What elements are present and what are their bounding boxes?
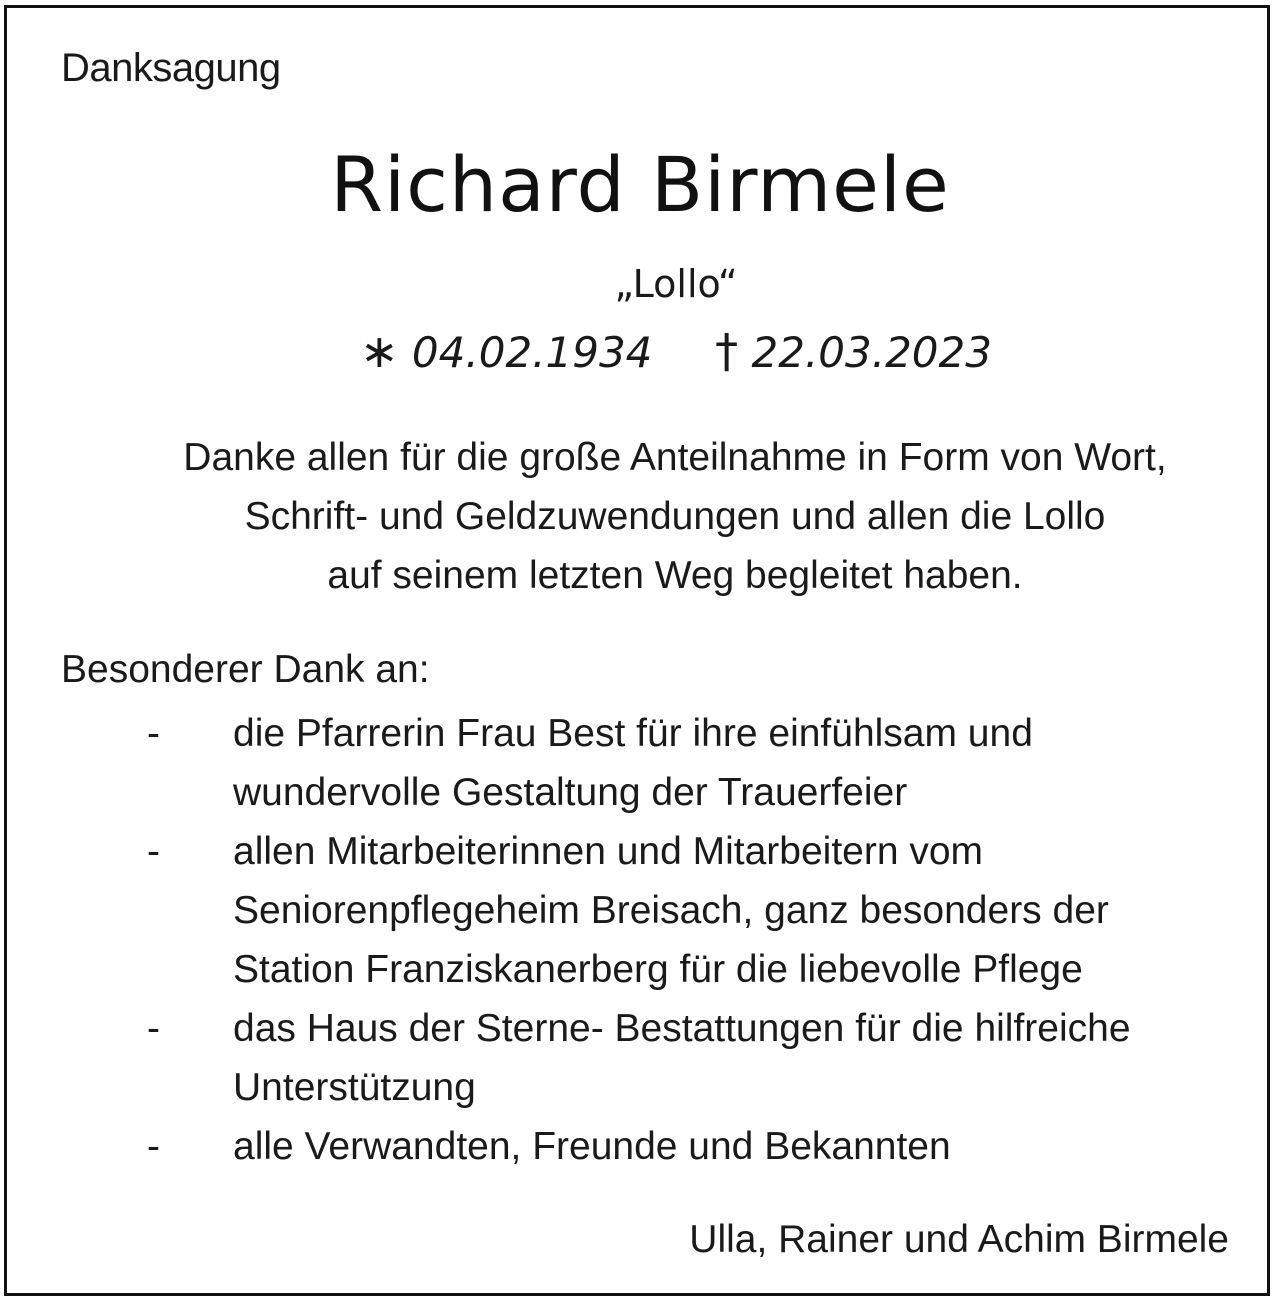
- list-item-line: wundervolle Gestaltung der Trauerfeier: [233, 771, 908, 814]
- deceased-nickname: „Lollo“: [614, 262, 738, 306]
- list-item-line: Unterstützung: [233, 1066, 476, 1109]
- birth-date: 04.02.1934: [411, 328, 653, 377]
- notice-heading: Danksagung: [61, 46, 281, 90]
- list-item-line: allen Mitarbeiterinnen und Mitarbeitern vom: [233, 830, 984, 873]
- list-item-line: die Pfarrerin Frau Best für ihre einfühlsam und: [233, 712, 1033, 755]
- death-cross-icon: †: [715, 324, 739, 378]
- dash-bullet: -: [147, 1007, 160, 1050]
- signature: Ulla, Rainer und Achim Birmele: [689, 1218, 1229, 1261]
- dash-bullet: -: [147, 712, 160, 755]
- list-item-line: Seniorenpflegeheim Breisach, ganz besonders der: [233, 889, 1109, 932]
- list-item: [7, 704, 1273, 822]
- thanks-line: auf seinem letzten Weg begleitet haben.: [327, 554, 1023, 597]
- list-item-line: Station Franziskanerberg für die liebevolle Pflege: [233, 948, 1083, 991]
- list-item: [7, 822, 1273, 999]
- obituary-frame: [4, 5, 1270, 1296]
- birth-star-icon: ∗: [360, 324, 399, 378]
- list-item: [7, 999, 1273, 1117]
- life-dates: [7, 324, 1280, 378]
- dash-bullet: -: [147, 830, 160, 873]
- special-thanks-heading: Besonderer Dank an:: [61, 648, 430, 691]
- list-item: [7, 1117, 1273, 1176]
- deceased-name: Richard Birmele: [330, 140, 950, 229]
- thanks-line: Schrift- und Geldzuwendungen und allen die Lollo: [244, 495, 1106, 538]
- list-item-line: das Haus der Sterne- Bestattungen für die hilfreiche: [233, 1007, 1131, 1050]
- thanks-paragraph: [7, 428, 1280, 605]
- dash-bullet: -: [147, 1125, 160, 1168]
- special-thanks-list: [7, 704, 1273, 1176]
- thanks-line: Danke allen für die große Anteilnahme in Form von Wort,: [183, 436, 1167, 479]
- list-item-line: alle Verwandten, Freunde und Bekannten: [233, 1125, 951, 1168]
- death-date: 22.03.2023: [751, 328, 992, 377]
